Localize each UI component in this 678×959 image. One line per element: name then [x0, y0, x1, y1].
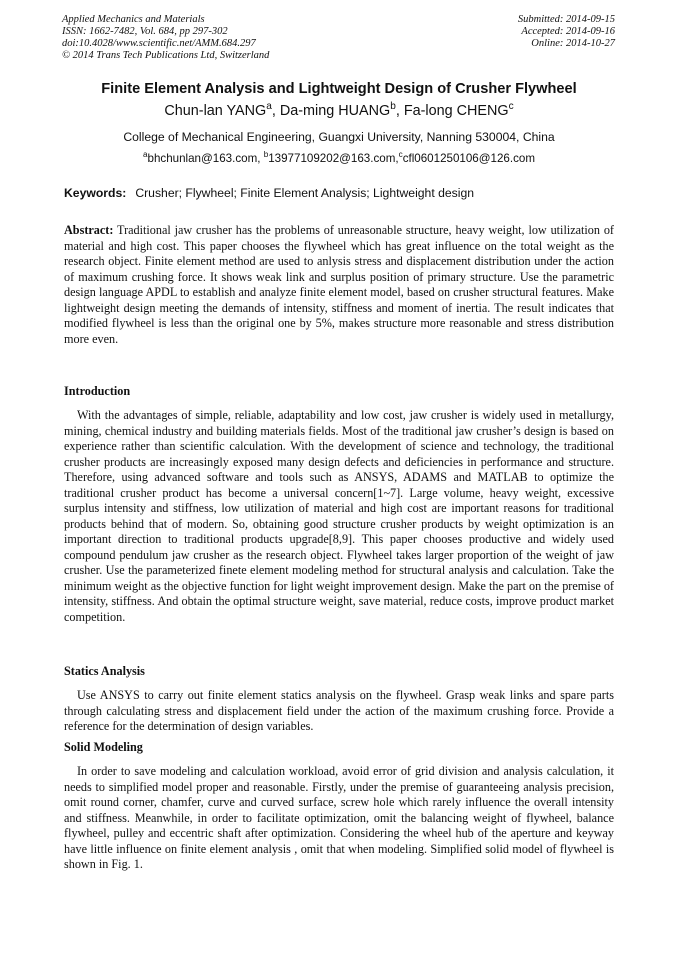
author-superscript: c [508, 101, 514, 113]
email-address: bhchunlan@163.com [147, 152, 258, 165]
submitted-date: Submitted: 2014-09-15 [517, 14, 615, 25]
solid-modeling-paragraph: In order to save modeling and calculation workload, avoid error of grid division and analysis calculation, it needs to simplified model proper and reasonable. Firstly, under the premise of guaranteeing analysis precision, omit round corner, chamfer, curve and curved surface, screw hole which rarely influence the overall intensity and stiffness. Meanwhile, in order to facilitate optimization, omit the balancing weight of flywheel, balance flywheel, pulley and eccentric shaft after optimization. Considering the wheel hub of the aperture and keyway have little influence on finite element analysis , omit that when modeling. Simplified solid model of flywheel is shown in Fig. 1. [64, 764, 614, 871]
solid-modeling-heading: Solid Modeling [64, 740, 143, 754]
author-superscript: b [390, 101, 396, 113]
accepted-date: Accepted: 2014-09-16 [521, 26, 615, 37]
author-name: Chun-lan YANG [164, 103, 267, 119]
author-name: Fa-long CHENG [403, 103, 509, 119]
introduction-paragraph: With the advantages of simple, reliable, adaptability and low cost, jaw crusher is widely used in metallurgy, mining, chemical industry and building materials fields. Most of the traditional jaw crusher’s design is based on experience rather than scientific calculation. With the development of science and technology, the traditional crusher products are increasingly exposed many design defects and deficiencies in performance and structure. Therefore, using advanced software and tools such as ANSYS, ADAMS and MATLAB to optimize the traditional crusher product has become a universal concern[1~7]. Large volume, heavy weight, excessive surplus intensity and stiffness, low utilization of material and high cost are important reasons for traditional products behind that of modern. So, obtaining good structure crusher products by weight optimization is an important direction to traditional products upgrade[8,9]. This paper chooses productive and widely used compound pendulum jaw crusher as the research object. Flywheel takes larger proportion of the weight of jaw crusher. Use the parameterized finete element modeling method for structural analysis and calculation. Take the minimum weight as the objective function for light weight improvement design. Make the part on the premise of intensity, stiffness. And obtain the optimal structure weight, save material, reduce costs, improve product market competition. [64, 408, 614, 624]
email-list: $^a$bhchunlan@163.com, $^b$13977109202@163.com,$^c$cfl0601250106@126.com [142, 150, 535, 165]
online-date: Online: 2014-10-27 [531, 38, 615, 49]
author-superscript: a [266, 101, 272, 113]
journal-doi: doi:10.4028/www.scientific.net/AMM.684.297 [62, 38, 256, 49]
email-superscript: b [263, 150, 269, 160]
abstract-text: Traditional jaw crusher has the problems of unreasonable structure, heavy weight, low utilization of material and high cost. This paper chooses the flywheel which has great influence on the total weight as the research object. Finite element method are used to anlysis stress and displacement distribution under the action of maximum crushing force. It shows weak link and surplus position of primary structure. Use the parametric design language APDL to establish and analyze finite element model, based on crusher structural features. Make lightweight design meeting the demands of intensity, stiffness and moment of inertia. The result indicates that modified flywheel is less than the original one by 5%, makes structure more reasonable and stress distribution more even. [64, 223, 614, 346]
keywords-text: Crusher; Flywheel; Finite Element Analysis; Lightweight design [135, 186, 475, 200]
journal-name: Applied Mechanics and Materials [62, 14, 205, 25]
email-address: 13977109202@163.com [268, 152, 396, 165]
abstract-label: Abstract: [64, 223, 114, 237]
dates-header [518, 14, 615, 50]
author-name: Da-ming HUANG [279, 103, 391, 119]
author-list: Chun-lan YANG$^a$, Da-ming HUANG$^b$, Fa-long CHENG$^c$ [164, 101, 514, 119]
journal-copyright: © 2014 Trans Tech Publications Ltd, Switzerland [62, 50, 270, 61]
statics-analysis-heading: Statics Analysis [64, 664, 145, 678]
introduction-heading: Introduction [64, 384, 131, 398]
email-superscript: a [142, 150, 148, 160]
journal-issn: ISSN: 1662-7482, Vol. 684, pp 297-302 [62, 26, 228, 37]
email-address: cfl0601250106@126.com [402, 152, 535, 165]
keywords-label: Keywords: [64, 186, 127, 200]
paper-title: Finite Element Analysis and Lightweight Design of Crusher Flywheel [101, 81, 577, 97]
email-superscript: c [398, 150, 403, 160]
journal-header [62, 14, 269, 62]
statics-analysis-paragraph: Use ANSYS to carry out finite element statics analysis on the flywheel. Grasp weak links and spare parts through calculating stress and displacement field under the action of the maximum crushing force. Provide a reference for the determination of design variables. [64, 688, 614, 733]
abstract [64, 223, 614, 347]
affiliation: College of Mechanical Engineering, Guangxi University, Nanning 530004, China [123, 130, 555, 144]
keywords-line [64, 186, 474, 200]
